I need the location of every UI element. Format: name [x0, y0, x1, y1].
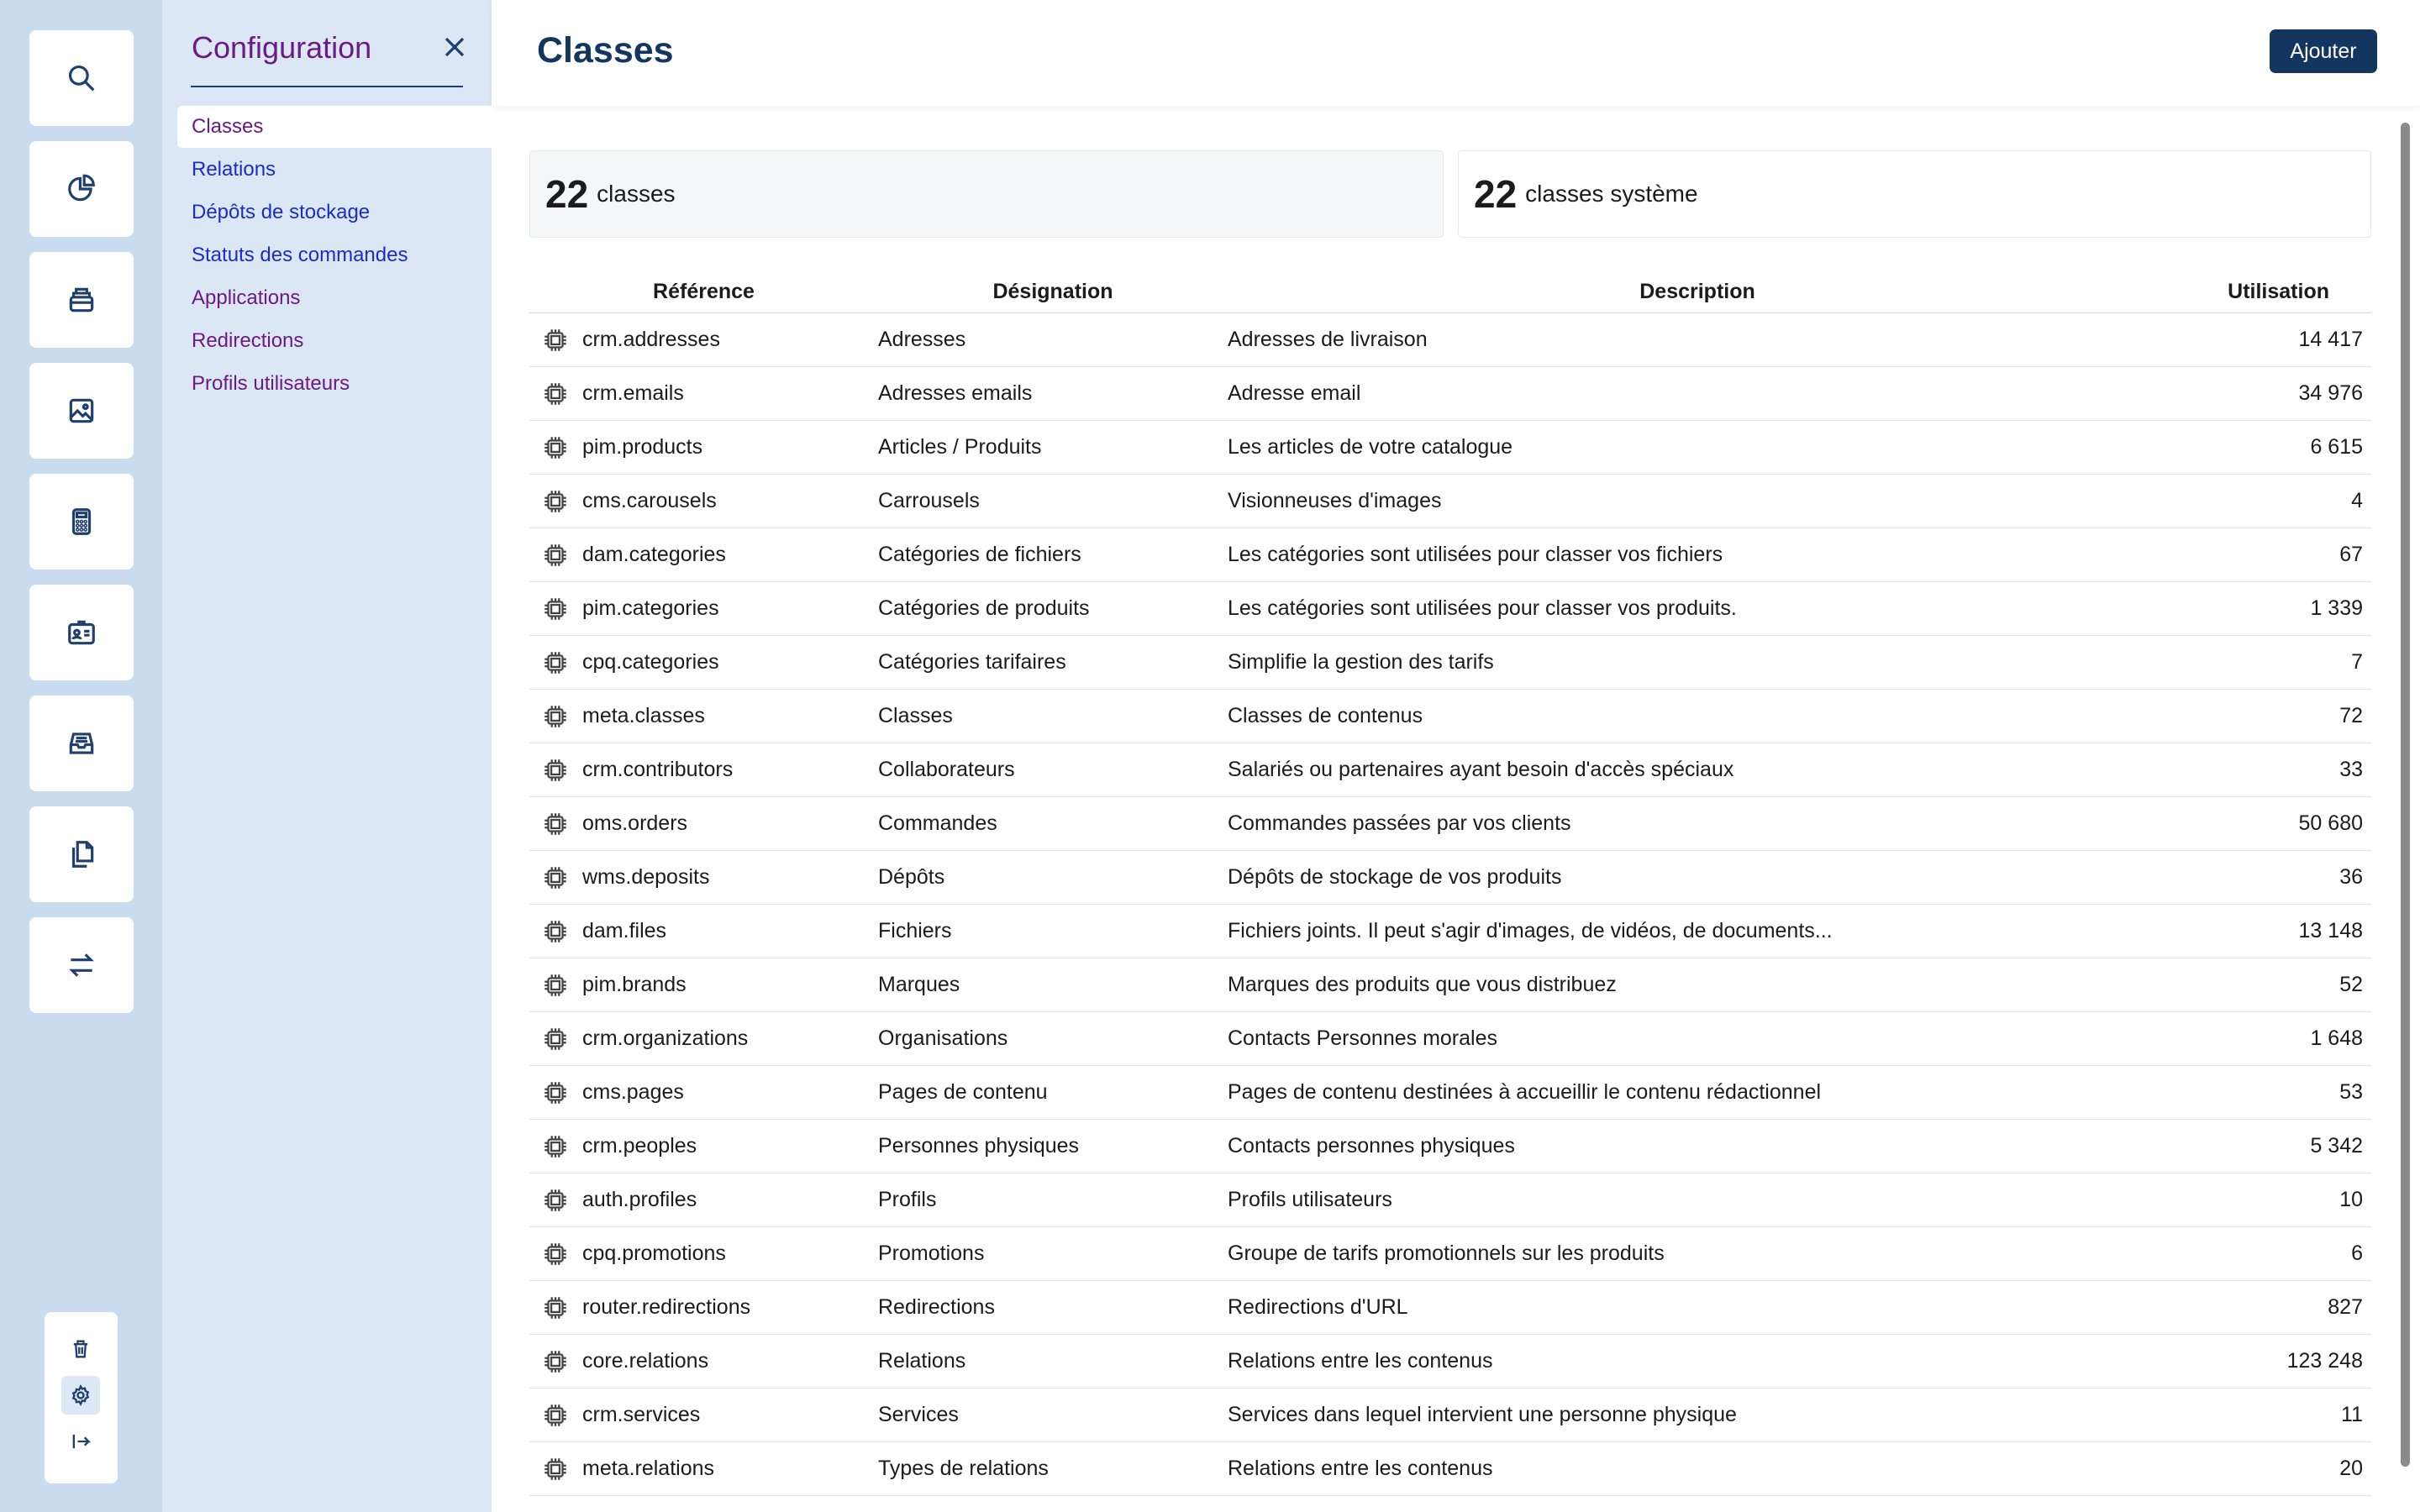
cell-usage: 7 [2351, 650, 2363, 674]
cell-reference [529, 810, 878, 838]
cell-usage: 50 680 [2298, 811, 2363, 835]
chip-icon [541, 1132, 570, 1161]
chip-icon [541, 756, 570, 785]
cell-reference [529, 756, 878, 785]
cell-usage: 53 [2339, 1080, 2363, 1104]
cell-reference [529, 1079, 878, 1107]
reference-text: meta.classes [582, 704, 705, 727]
cell-designation: Commandes [878, 811, 997, 835]
cell-usage: 67 [2339, 543, 2363, 566]
cell-usage: 123 248 [2286, 1349, 2363, 1373]
inventory-box-icon [66, 284, 97, 316]
cell-reference [529, 1240, 878, 1268]
table-row[interactable] [529, 1012, 2371, 1066]
close-icon [442, 34, 467, 60]
cell-reference [529, 917, 878, 946]
config-nav [177, 106, 492, 406]
stat-system-count: 22 [1474, 172, 1518, 216]
cell-reference [529, 326, 878, 354]
cell-designation: Catégories de fichiers [878, 543, 1081, 566]
cell-reference [529, 433, 878, 462]
cell-description: Adresse email [1228, 381, 1361, 405]
cell-designation: Carrousels [878, 489, 980, 512]
cell-usage: 6 [2351, 1242, 2363, 1265]
icon-rail [0, 0, 162, 1512]
cell-description: Pages de contenu destinées à accueillir le contenu rédactionnel [1228, 1080, 1822, 1104]
close-button[interactable] [439, 32, 470, 62]
reference-text: pim.categories [582, 596, 719, 620]
reference-text: crm.peoples [582, 1134, 697, 1158]
cell-description: Salariés ou partenaires ayant besoin d'accès spéciaux [1228, 758, 1734, 781]
cell-description: Les articles de votre catalogue [1228, 435, 1513, 459]
chip-icon [541, 971, 570, 1000]
media-button[interactable] [29, 363, 134, 459]
column-designation[interactable]: Désignation [992, 279, 1113, 303]
table-row[interactable] [529, 1335, 2371, 1389]
cell-description: Relations entre les contenus [1228, 1349, 1493, 1373]
nav-item-redirections[interactable]: Redirections [192, 329, 304, 352]
cell-usage: 34 976 [2298, 381, 2363, 405]
analytics-button[interactable] [29, 141, 134, 237]
chip-icon [541, 1079, 570, 1107]
reference-text: oms.orders [582, 811, 688, 835]
cell-description: Groupe de tarifs promotionnels sur les produits [1228, 1242, 1665, 1265]
cell-reference [529, 541, 878, 570]
chip-icon [541, 810, 570, 838]
cell-description: Commandes passées par vos clients [1228, 811, 1571, 835]
column-description[interactable]: Description [1639, 279, 1755, 303]
contact-card-icon [66, 617, 97, 648]
reference-text: auth.profiles [582, 1188, 697, 1211]
cell-designation: Profils [878, 1188, 937, 1211]
stat-system-classes [1458, 150, 2371, 238]
cell-description: Dépôts de stockage de vos produits [1228, 865, 1562, 889]
cell-designation: Personnes physiques [878, 1134, 1080, 1158]
chip-icon [541, 1401, 570, 1430]
cell-usage: 5 342 [2310, 1134, 2363, 1158]
logout-icon [69, 1430, 92, 1453]
reference-text: crm.emails [582, 381, 684, 405]
cell-designation: Types de relations [878, 1457, 1049, 1480]
reference-text: pim.products [582, 435, 703, 459]
cell-usage: 11 [2341, 1403, 2363, 1426]
cell-reference [529, 1455, 878, 1483]
cell-description: Contacts personnes physiques [1228, 1134, 1515, 1158]
config-title: Configuration [192, 30, 372, 65]
reference-text: core.relations [582, 1349, 709, 1373]
cell-designation: Marques [878, 973, 960, 996]
logout-button[interactable] [61, 1422, 100, 1461]
cell-usage: 72 [2339, 704, 2363, 727]
cell-reference [529, 702, 878, 731]
transfer-button[interactable] [29, 917, 134, 1013]
cell-usage: 14 417 [2298, 328, 2363, 351]
table-row[interactable] [529, 1442, 2371, 1496]
config-sidebar [162, 0, 492, 1512]
chip-icon [541, 1186, 570, 1215]
table-row[interactable] [529, 797, 2371, 851]
trash-button[interactable] [61, 1330, 100, 1368]
cell-reference [529, 1132, 878, 1161]
cell-description: Visionneuses d'images [1228, 489, 1442, 512]
cell-reference [529, 595, 878, 623]
reference-text: crm.organizations [582, 1026, 749, 1050]
reference-text: cms.pages [582, 1080, 684, 1104]
cell-reference [529, 1186, 878, 1215]
table-header [529, 270, 2371, 313]
table-row[interactable] [529, 743, 2371, 797]
cell-designation: Classes [878, 704, 953, 727]
nav-item-depots[interactable]: Dépôts de stockage [192, 201, 371, 223]
table-row[interactable] [529, 1173, 2371, 1227]
settings-button[interactable] [61, 1376, 100, 1415]
table-row[interactable] [529, 367, 2371, 421]
cell-description: Relations entre les contenus [1228, 1457, 1493, 1480]
reference-text: wms.deposits [582, 865, 710, 889]
cell-usage: 36 [2339, 865, 2363, 889]
cell-designation: Catégories de produits [878, 596, 1090, 620]
cell-usage: 20 [2339, 1457, 2363, 1480]
cell-description: Profils utilisateurs [1228, 1188, 1392, 1211]
reference-text: dam.files [582, 919, 667, 942]
nav-item-user-profiles[interactable]: Profils utilisateurs [192, 372, 350, 395]
chip-icon [541, 917, 570, 946]
chip-icon [541, 380, 570, 408]
cell-designation: Adresses [878, 328, 966, 351]
trash-icon [69, 1337, 92, 1361]
cell-description: Classes de contenus [1228, 704, 1423, 727]
table-row[interactable] [529, 1227, 2371, 1281]
stat-classes [529, 150, 1444, 238]
cell-description: Marques des produits que vous distribuez [1228, 973, 1617, 996]
inbox-button[interactable] [29, 696, 134, 791]
table-row[interactable] [529, 1389, 2371, 1442]
chip-icon [541, 1240, 570, 1268]
chip-icon [541, 595, 570, 623]
reference-text: cms.carousels [582, 489, 717, 512]
cell-reference [529, 648, 878, 677]
cell-reference [529, 1347, 878, 1376]
chip-icon [541, 326, 570, 354]
cell-reference [529, 864, 878, 892]
cell-designation: Fichiers [878, 919, 952, 942]
reference-text: crm.contributors [582, 758, 734, 781]
table-row[interactable] [529, 905, 2371, 958]
table-row[interactable] [529, 313, 2371, 367]
nav-item-classes[interactable]: Classes [177, 106, 492, 148]
table-row[interactable] [529, 1120, 2371, 1173]
cell-reference [529, 1401, 878, 1430]
cell-designation: Redirections [878, 1295, 995, 1319]
table-row[interactable] [529, 582, 2371, 636]
cell-usage: 10 [2339, 1188, 2363, 1211]
table-row[interactable] [529, 528, 2371, 582]
stat-classes-label: classes [597, 181, 676, 207]
search-button[interactable] [29, 30, 134, 126]
image-icon [66, 395, 97, 427]
nav-item-relations[interactable]: Relations [192, 158, 276, 181]
settings-gear-icon [69, 1383, 92, 1407]
cell-description: Les catégories sont utilisées pour classer vos produits. [1228, 596, 1737, 620]
documents-button[interactable] [29, 806, 134, 902]
calculator-button[interactable] [29, 474, 134, 570]
reference-text: meta.relations [582, 1457, 715, 1480]
chip-icon [541, 1347, 570, 1376]
nav-item-order-status[interactable]: Statuts des commandes [192, 244, 408, 266]
stat-system-label: classes système [1525, 181, 1698, 207]
table-row[interactable] [529, 958, 2371, 1012]
cell-usage: 6 615 [2310, 435, 2363, 459]
reference-text: router.redirections [582, 1295, 751, 1319]
inventory-button[interactable] [29, 252, 134, 348]
column-reference[interactable]: Référence [653, 279, 755, 303]
cell-description: Simplifie la gestion des tarifs [1228, 650, 1494, 674]
cell-description: Adresses de livraison [1228, 328, 1428, 351]
rail-tools [45, 1312, 118, 1483]
search-icon [66, 62, 97, 94]
cell-designation: Services [878, 1403, 959, 1426]
chip-icon [541, 648, 570, 677]
cell-description: Les catégories sont utilisées pour classer vos fichiers [1228, 543, 1723, 566]
contacts-button[interactable] [29, 585, 134, 680]
cell-designation: Catégories tarifaires [878, 650, 1066, 674]
table-row[interactable] [529, 1281, 2371, 1335]
nav-item-applications[interactable]: Applications [192, 286, 301, 309]
cell-reference [529, 1025, 878, 1053]
reference-text: dam.categories [582, 543, 726, 566]
chip-icon [541, 433, 570, 462]
classes-table [529, 270, 2371, 1496]
cell-description: Redirections d'URL [1228, 1295, 1408, 1319]
cell-reference [529, 380, 878, 408]
reference-text: cpq.promotions [582, 1242, 726, 1265]
chip-icon [541, 1025, 570, 1053]
calculator-icon [66, 506, 97, 538]
scrollbar[interactable] [2401, 123, 2410, 1467]
add-button[interactable]: Ajouter [2270, 29, 2377, 73]
table-row[interactable] [529, 851, 2371, 905]
cell-description: Fichiers joints. Il peut s'agir d'images, de vidéos, de documents... [1228, 919, 1833, 942]
cell-designation: Adresses emails [878, 381, 1033, 405]
cell-usage: 33 [2339, 758, 2363, 781]
cell-designation: Relations [878, 1349, 966, 1373]
reference-text: crm.services [582, 1403, 701, 1426]
cell-description: Contacts Personnes morales [1228, 1026, 1497, 1050]
inbox-icon [66, 727, 97, 759]
reference-text: cpq.categories [582, 650, 719, 674]
reference-text: pim.brands [582, 973, 687, 996]
table-row[interactable] [529, 636, 2371, 690]
cell-usage: 13 148 [2298, 919, 2363, 942]
cell-description: Services dans lequel intervient une personne physique [1228, 1403, 1737, 1426]
cell-designation: Articles / Produits [878, 435, 1042, 459]
chip-icon [541, 487, 570, 516]
cell-reference [529, 487, 878, 516]
chip-icon [541, 864, 570, 892]
cell-usage: 4 [2351, 489, 2363, 512]
page-header [492, 0, 2420, 106]
cell-reference [529, 1294, 878, 1322]
divider [191, 86, 463, 87]
chip-icon [541, 1294, 570, 1322]
column-usage[interactable]: Utilisation [2228, 279, 2329, 303]
table-row[interactable] [529, 690, 2371, 743]
cell-designation: Collaborateurs [878, 758, 1015, 781]
cell-usage: 827 [2328, 1295, 2363, 1319]
cell-designation: Promotions [878, 1242, 985, 1265]
table-body [529, 313, 2371, 1496]
cell-designation: Pages de contenu [878, 1080, 1048, 1104]
chip-icon [541, 702, 570, 731]
cell-usage: 1 648 [2310, 1026, 2363, 1050]
transfer-arrows-icon [66, 949, 97, 981]
chip-icon [541, 541, 570, 570]
cell-usage: 1 339 [2310, 596, 2363, 620]
documents-icon [66, 838, 97, 870]
reference-text: crm.addresses [582, 328, 720, 351]
cell-reference [529, 971, 878, 1000]
stat-classes-count: 22 [545, 172, 589, 216]
chip-icon [541, 1455, 570, 1483]
pie-chart-icon [66, 173, 97, 205]
cell-designation: Organisations [878, 1026, 1008, 1050]
cell-usage: 52 [2339, 973, 2363, 996]
cell-designation: Dépôts [878, 865, 945, 889]
table-row[interactable] [529, 475, 2371, 528]
table-row[interactable] [529, 1066, 2371, 1120]
page-title: Classes [537, 30, 674, 71]
table-row[interactable] [529, 421, 2371, 475]
